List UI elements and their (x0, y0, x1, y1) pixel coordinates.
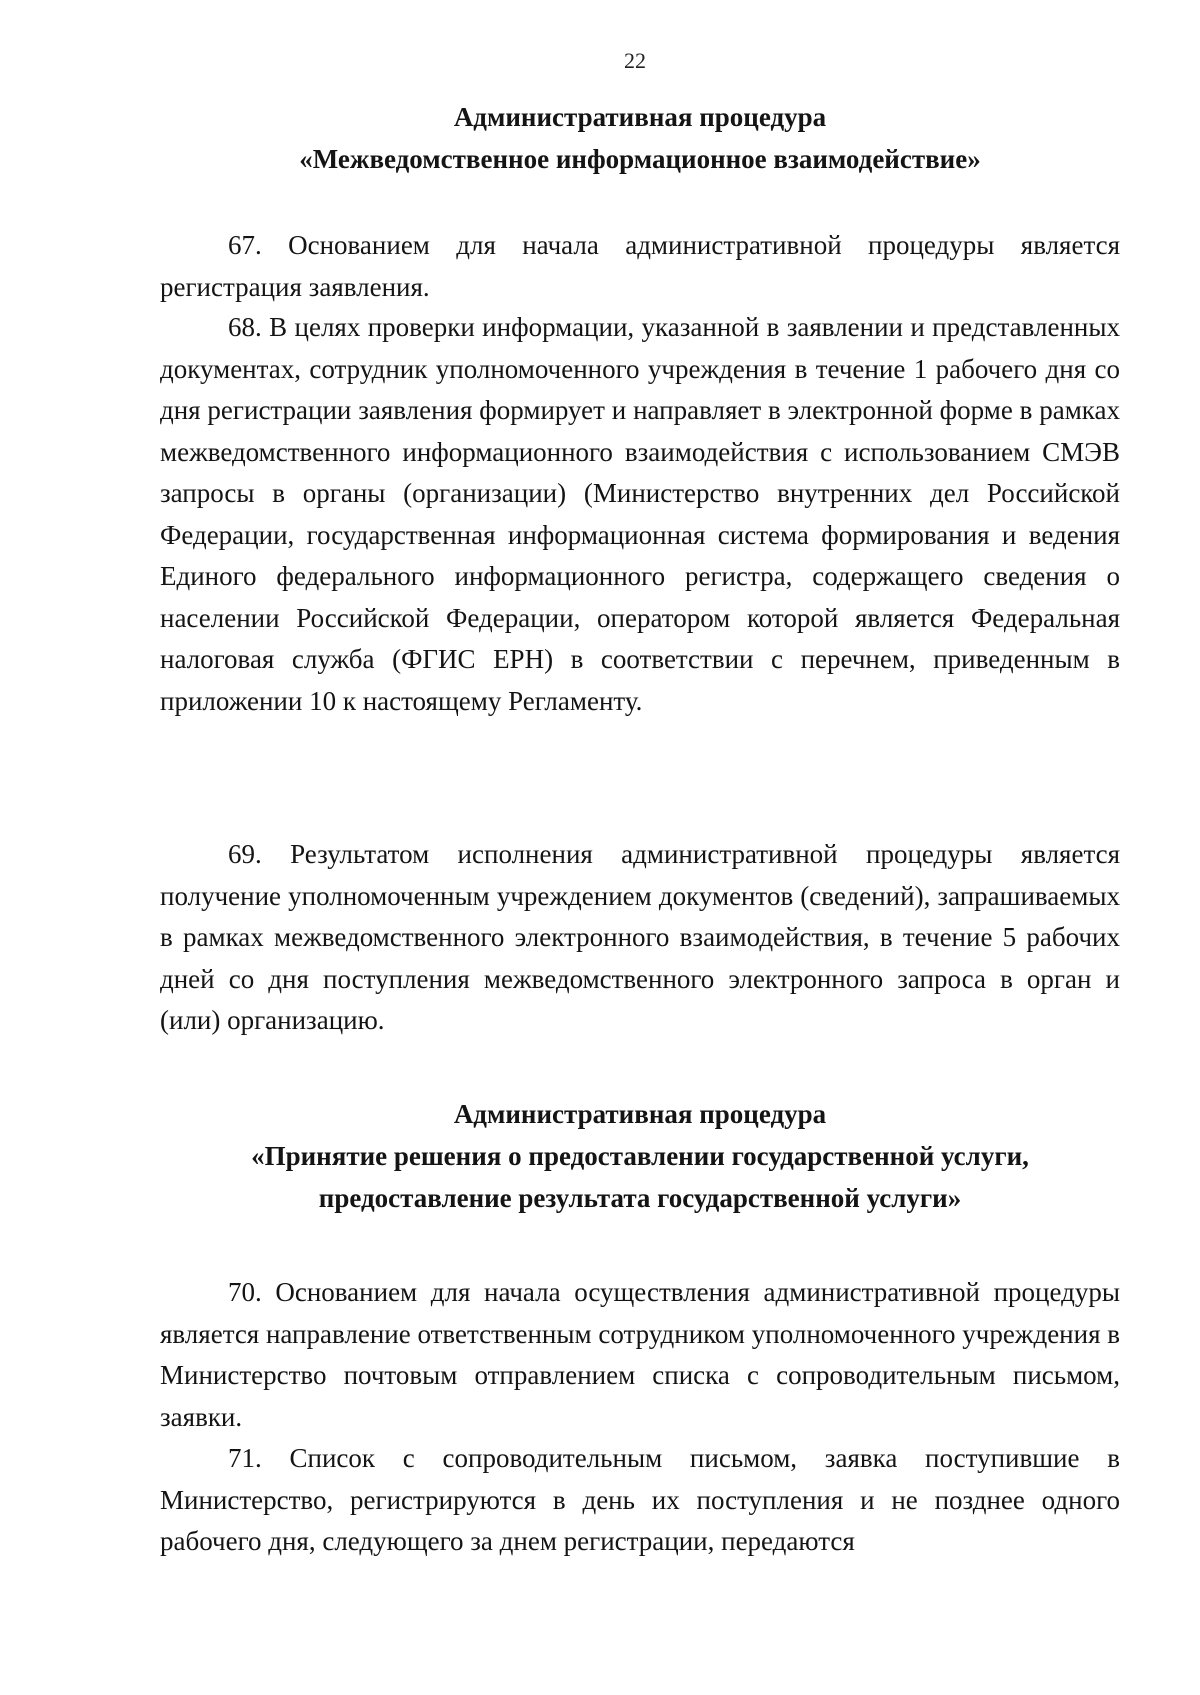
paragraph-69: 69. Результатом исполнения административной процедуры является получение уполномоченным учреждением документов (сведений), запрашиваемых в рамках межведомственного электронного взаимодействия, в течение 5 рабочих дней со дня поступления межведомственного электронного запроса в орган и (или) организацию. (160, 839, 1120, 1035)
section-heading-line: Административная процедура (453, 102, 827, 132)
section-heading-line: «Межведомственное информационное взаимодействие» (299, 144, 981, 174)
section-heading-line: «Принятие решения о предоставлении государственной услуги, (251, 1141, 1029, 1171)
section-heading-interagency (150, 96, 1130, 180)
section-heading-decision (150, 1093, 1130, 1219)
page-number: 22 (624, 48, 646, 73)
paragraph-70: 70. Основанием для начала осуществления административной процедуры является направление ответственным сотрудником уполномоченного учреждения в Министерство почтовым отправлением списка с сопроводительным письмом, заявки. (160, 1277, 1121, 1432)
paragraph-67: 67. Основанием для начала административной процедуры является регистрация заявления. (160, 230, 1120, 302)
section-heading-line: Административная процедура (453, 1099, 827, 1129)
paragraph-68: 68. В целях проверки информации, указанной в заявлении и представленных документах, сотрудник уполномоченного учреждения в течение 1 рабочего дня со дня регистрации заявления формирует и направляет в электронной форме в рамках межведомственного информационного взаимодействия с использованием СМЭВ запросы в органы (организации) (Министерство внутренних дел Российской Федерации, государственная информационная система формирования и ведения Единого федерального информационного регистра, содержащего сведения о населении Российской Федерации, оператором которой является Федеральная налоговая служба (ФГИС ЕРН) в соответствии с перечнем, приведенным в приложении 10 к настоящему Регламенту. (160, 312, 1120, 716)
section-heading-line: предоставление результата государственной услуги» (318, 1183, 962, 1213)
paragraph-71: 71. Список с сопроводительным письмом, заявка поступившие в Министерство, регистрируются в день их поступления и не позднее одного рабочего дня, следующего за днем регистрации, передаются (160, 1443, 1120, 1556)
